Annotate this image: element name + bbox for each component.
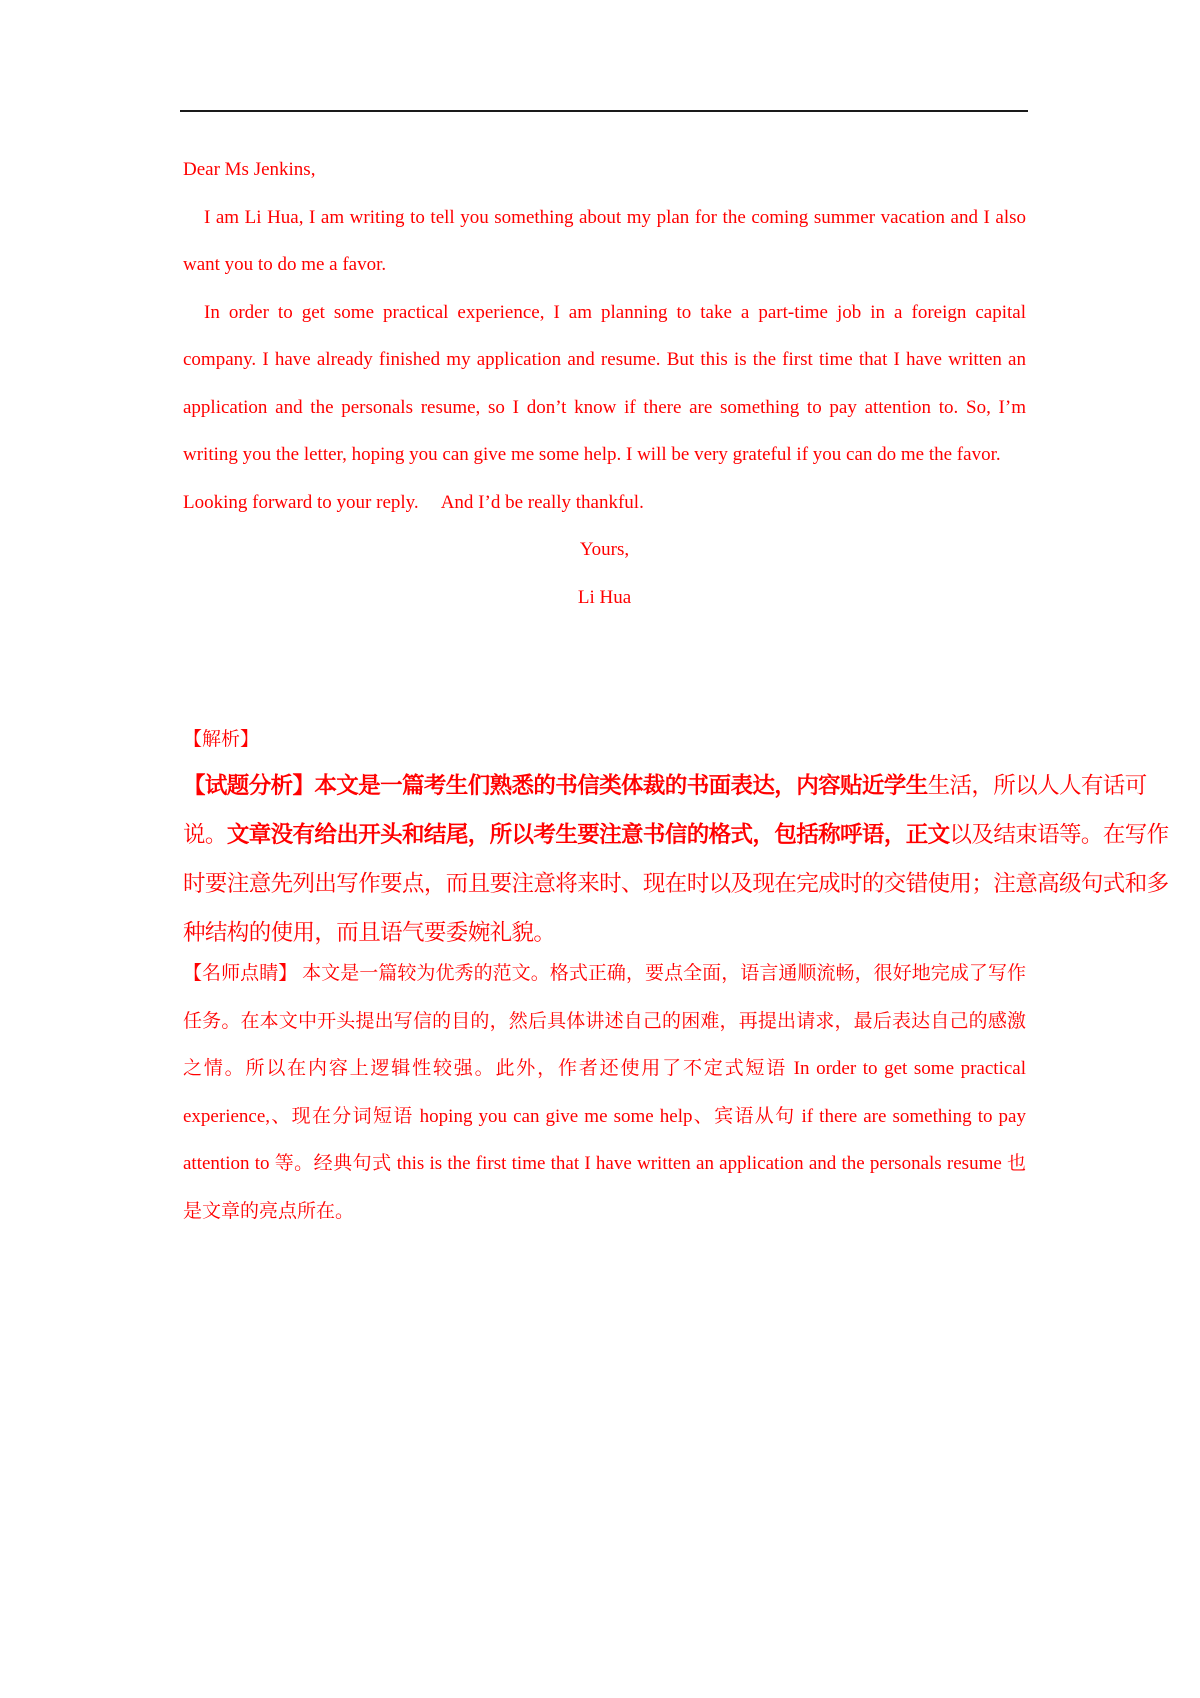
letter-closing-a: Looking forward to your reply. — [183, 491, 419, 513]
letter-sign-off: Yours, — [579, 539, 630, 560]
analysis-text-light-1: 生活，所以人人有话可说。 — [183, 773, 1147, 848]
letter-closing-line — [183, 479, 1026, 527]
master-text: 本文是一篇较为优秀的范文。格式正确，要点全面，语言通顺流畅，很好地完成了写作任务。在本文中开头提出写信的目的，然后具体讲述自己的困难，再提出请求，最后表达自己的感激之情。所以在内容上逻辑性较强。此外，作者还使用了不定式短语 In order to get some practical experience,、现在分词短语 hoping you can give me some help、宾语从句 if there are something to pay attention to 等。经典句式 this is the first time that I have written an application and the personals resume 也是文章的亮点所在。 — [183, 963, 1026, 1222]
letter-signature: Li Hua — [577, 586, 632, 608]
master-comment — [183, 950, 1026, 1235]
letter-closing-b: And I’d be really thankful. — [440, 491, 644, 513]
analysis-text-bold-2: 文章没有给出开头和结尾，所以考生要注意书信的格式，包括称呼语，正文 — [226, 822, 950, 848]
letter-paragraph-1: I am Li Hua, I am writing to tell you something about my plan for the coming summer vacation and I also want you to do me a favor. — [183, 206, 1026, 275]
analysis-text-light-2: 以及结束语等。在写作时要注意先列出写作要点，而且要注意将来时、现在时以及现在完成时的交错使用；注意高级句式和多种结构的使用，而且语气要委婉礼貌。 — [183, 822, 1169, 946]
analysis-heading: 【试题分析】 — [183, 773, 315, 799]
sample-letter — [183, 146, 1026, 621]
master-paragraph — [183, 950, 1026, 1235]
master-heading: 【名师点睛】 — [183, 963, 298, 984]
letter-paragraph-2: In order to get some practical experience, I am planning to take a part-time job in a foreign capital company. I have already finished my application and resume. But this is the first time that I have written an application and the personals resume, so I don’t know if there are something to pay attention to. So, I’m writing you the letter, hoping you can give me some help. I will be very grateful if you can do me the favor. — [183, 301, 1026, 465]
letter-salutation: Dear Ms Jenkins, — [183, 159, 316, 180]
header-rule — [180, 110, 1028, 112]
explanation-label: 【解析】 — [183, 729, 260, 750]
analysis-paragraph — [183, 762, 1183, 958]
analysis-text-bold: 本文是一篇考生们熟悉的书信类体裁的书面表达，内容贴近学生 — [314, 773, 928, 799]
